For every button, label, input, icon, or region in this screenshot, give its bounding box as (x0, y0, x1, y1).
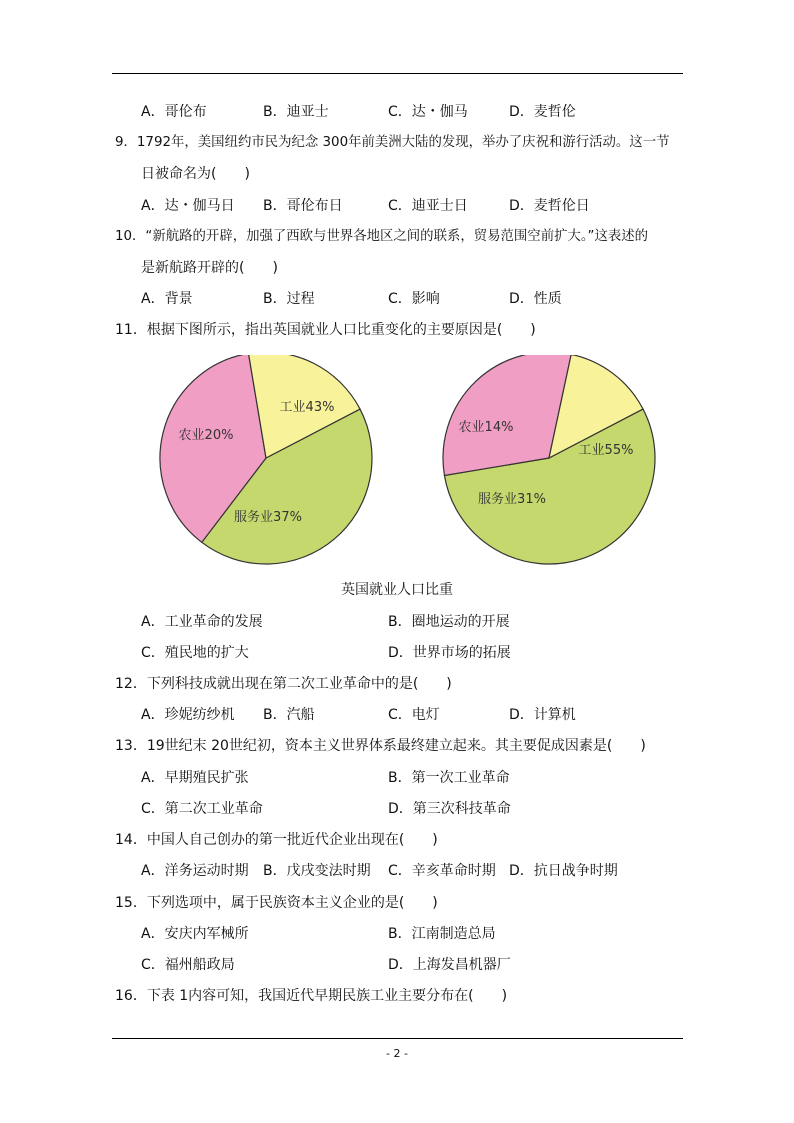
pie2-label-2: 农业14% (458, 420, 514, 435)
q13-option-b: B．第一次工业革命 (388, 770, 510, 786)
q9-option-b: B．哥伦布日 (263, 198, 343, 214)
footer-rule (112, 1038, 683, 1039)
q14-stem: 14．中国人自己创办的第一批近代企业出现在( ) (115, 832, 438, 848)
q8-option-c: C．达・伽马 (388, 104, 468, 120)
q12-option-a: A．珍妮纺纱机 (141, 707, 235, 723)
q11-stem: 11．根据下图所示，指出英国就业人口比重变化的主要原因是( ) (115, 322, 536, 338)
q12-stem: 12．下列科技成就出现在第二次工业革命中的是( ) (115, 676, 452, 692)
q10-option-d: D．性质 (509, 291, 562, 307)
q15-option-a: A．安庆内军械所 (141, 926, 249, 942)
q10-stem-line2: 是新航路开辟的( ) (141, 260, 278, 276)
q9-option-d: D．麦哲伦日 (509, 198, 590, 214)
q11-option-b: B．圈地运动的开展 (388, 614, 510, 630)
q15-option-b: B．江南制造总局 (388, 926, 496, 942)
q9-stem-line1: 9．1792年，美国纽约市民为纪念 300年前美洲大陆的发现，举办了庆祝和游行活动。这一节 (115, 135, 670, 150)
q9-option-a: A．达・伽马日 (141, 198, 235, 214)
q10-option-c: C．影响 (388, 291, 440, 307)
pie-charts (0, 355, 794, 585)
q13-stem: 13．19世纪末 20世纪初，资本主义世界体系最终建立起来。其主要促成因素是( ) (115, 738, 646, 754)
pie2-label-0: 工业55% (578, 443, 634, 458)
q14-option-a: A．洋务运动时期 (141, 863, 249, 879)
q13-option-d: D．第三次科技革命 (388, 801, 511, 817)
pie1-label-2: 农业20% (178, 428, 234, 443)
q10-stem-line1: 10．“新航路的开辟，加强了西欧与世界各地区之间的联系，贸易范围空前扩大。”这表述的 (115, 229, 649, 244)
q16-stem: 16．下表 1内容可知，我国近代早期民族工业主要分布在( ) (115, 988, 508, 1004)
pie2-label-1: 服务业31% (478, 492, 546, 507)
chart-caption: 英国就业人口比重 (341, 582, 453, 598)
q11-option-c: C．殖民地的扩大 (141, 645, 249, 661)
q11-option-d: D．世界市场的拓展 (388, 645, 511, 661)
q15-option-c: C．福州船政局 (141, 957, 235, 973)
q14-option-c: C．辛亥革命时期 (388, 863, 496, 879)
q8-option-a: A．哥伦布 (141, 104, 207, 120)
q10-option-b: B．过程 (263, 291, 315, 307)
q10-option-a: A．背景 (141, 291, 193, 307)
q15-stem: 15．下列选项中，属于民族资本主义企业的是( ) (115, 895, 438, 911)
q9-option-c: C．迪亚士日 (388, 198, 468, 214)
q8-option-d: D．麦哲伦 (509, 104, 576, 120)
q9-stem-line2: 日被命名为( ) (141, 166, 250, 182)
pie1-label-1: 服务业37% (234, 510, 302, 525)
q12-option-c: C．电灯 (388, 707, 440, 723)
page-number: - 2 - (386, 1047, 408, 1060)
q8-option-b: B．迪亚士 (263, 104, 329, 120)
q12-option-b: B．汽船 (263, 707, 315, 723)
q11-option-a: A．工业革命的发展 (141, 614, 263, 630)
pie1-label-0: 工业43% (279, 400, 335, 415)
q13-option-a: A．早期殖民扩张 (141, 770, 249, 786)
q13-option-c: C．第二次工业革命 (141, 801, 263, 817)
q14-option-b: B．戊戌变法时期 (263, 863, 371, 879)
q14-option-d: D．抗日战争时期 (509, 863, 618, 879)
q12-option-d: D．计算机 (509, 707, 576, 723)
header-rule (112, 73, 683, 74)
q15-option-d: D．上海发昌机器厂 (388, 957, 511, 973)
